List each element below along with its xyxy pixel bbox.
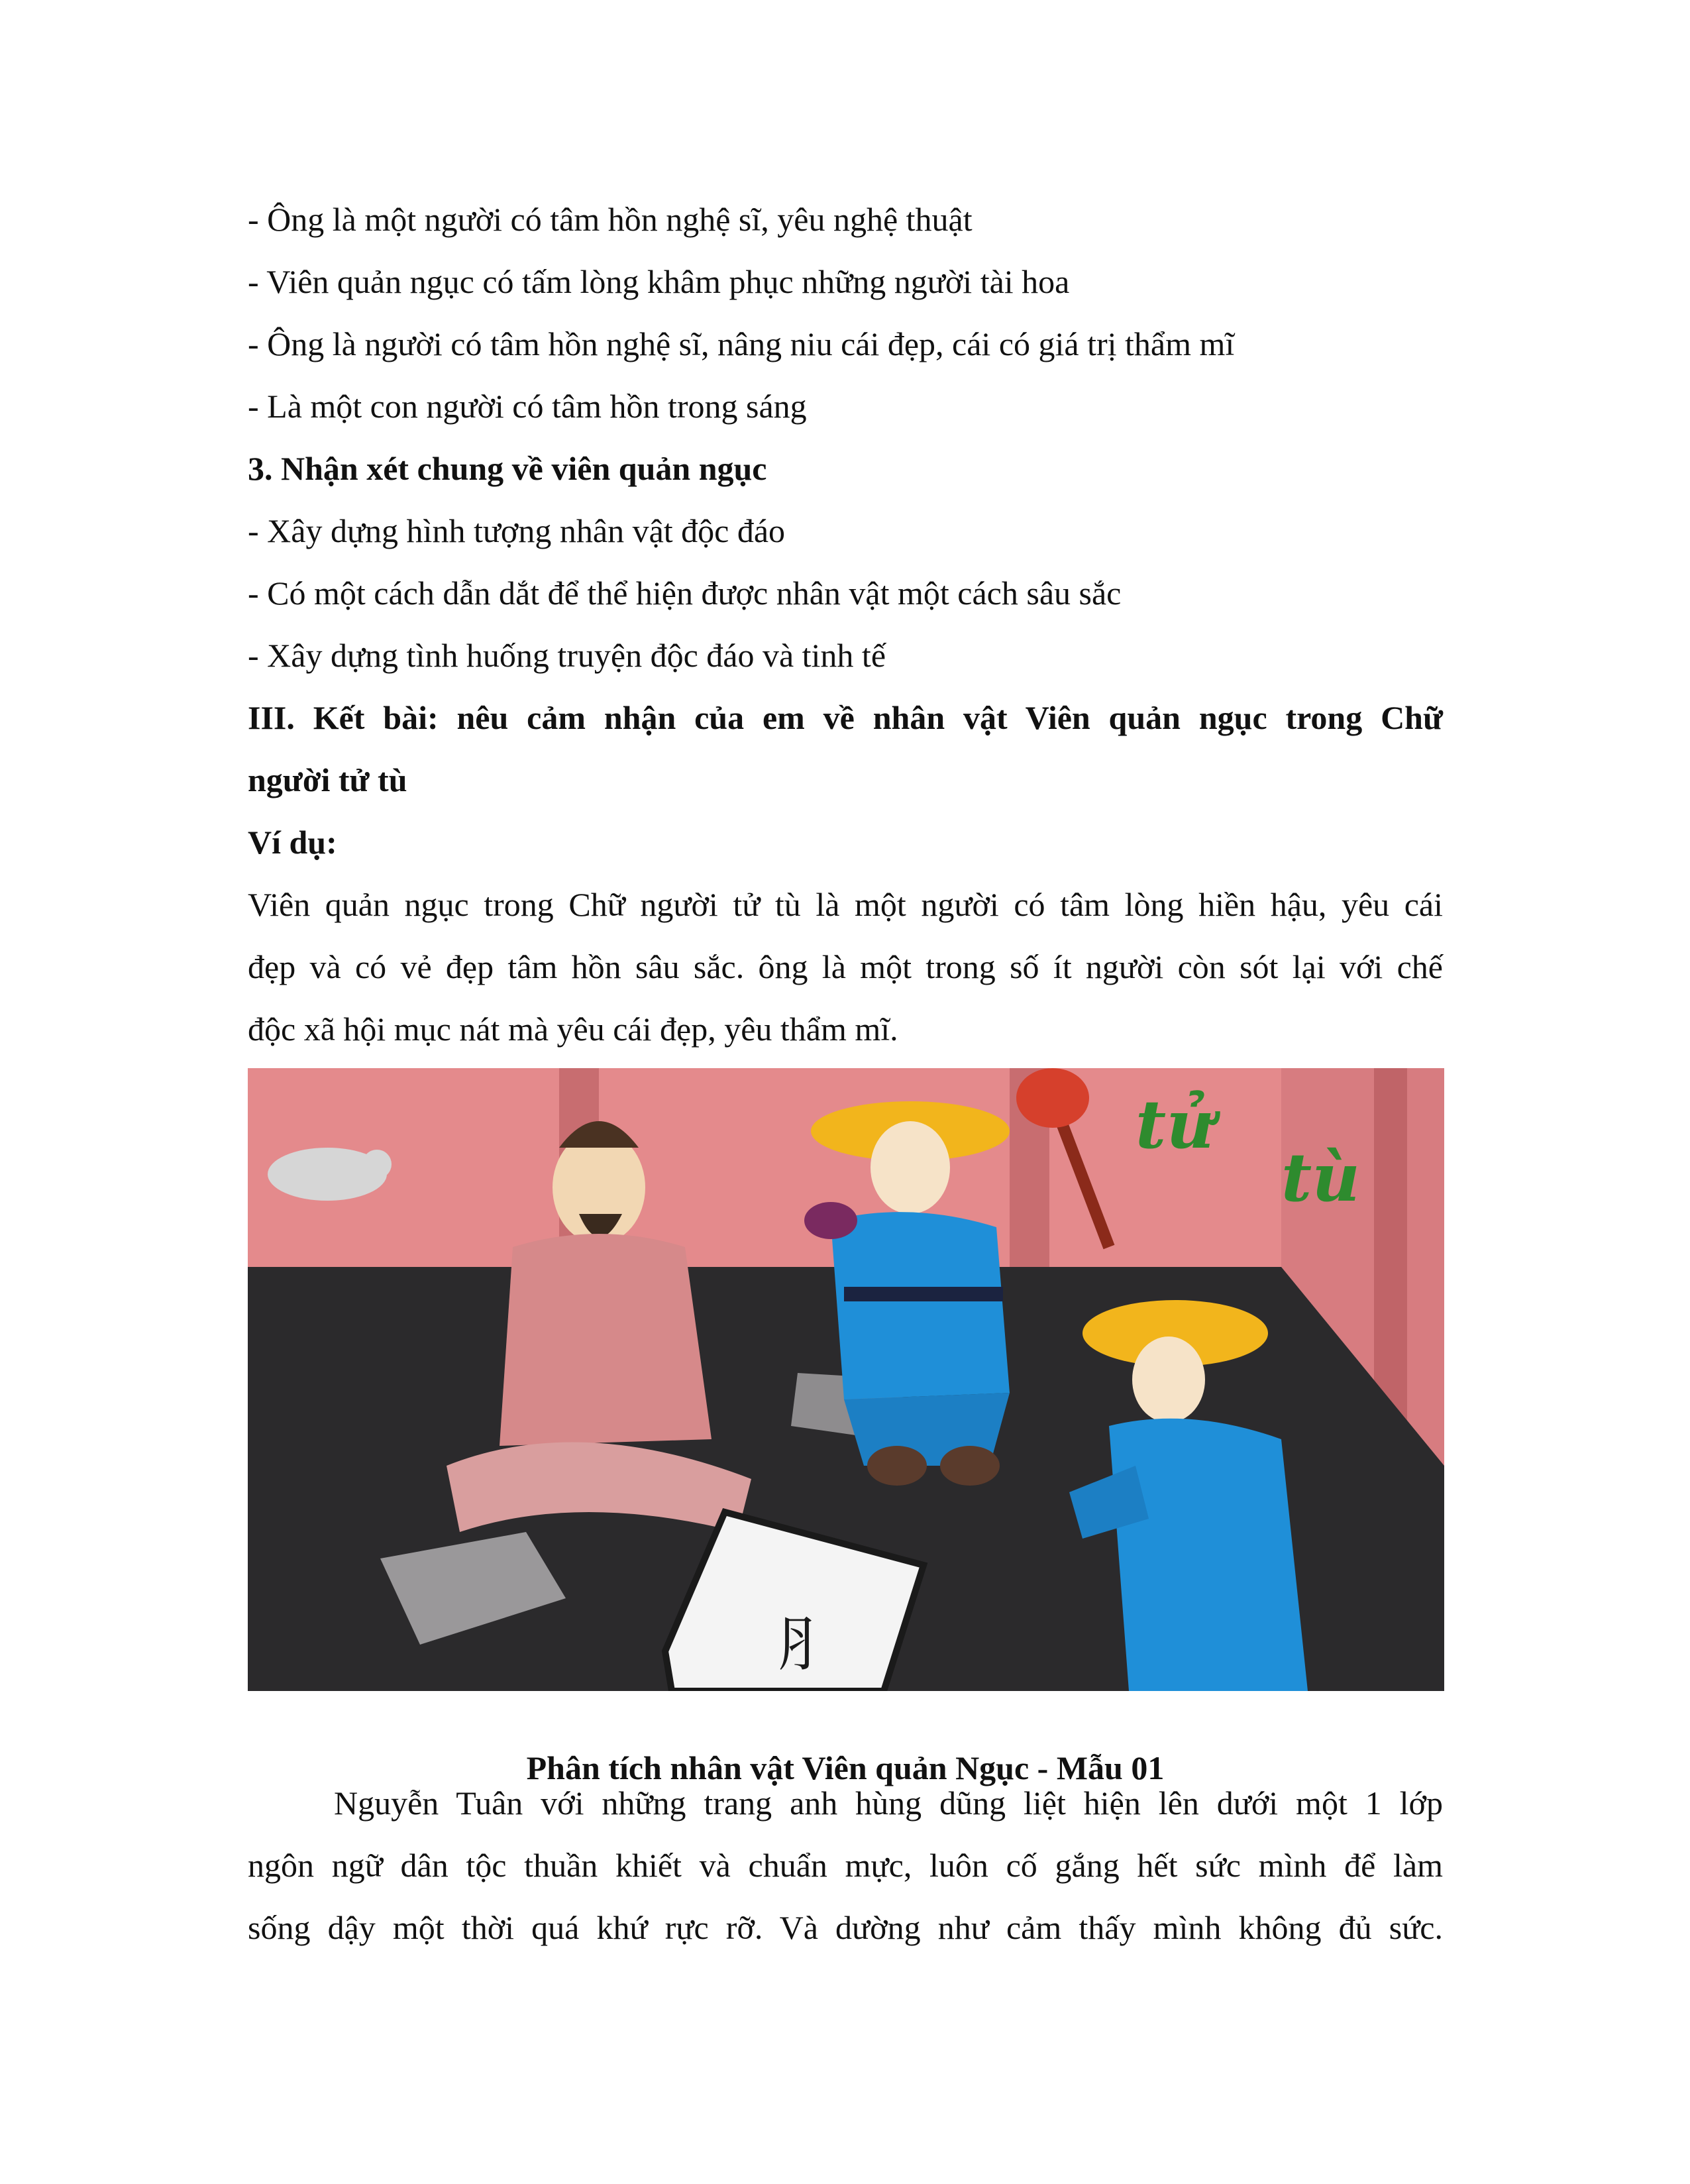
warden-face xyxy=(871,1121,950,1214)
prisoner-robe xyxy=(500,1234,712,1446)
list-item: - Có một cách dẫn dắt để thể hiện được nhân vật một cách sâu sắc xyxy=(248,574,1122,612)
example-label: Ví dụ: xyxy=(248,824,337,861)
rat-head xyxy=(362,1150,392,1179)
illustration xyxy=(248,1068,1444,1691)
section-heading: III. Kết bài: nêu cảm nhận của em về nhân vật Viên quản ngục trong Chữ xyxy=(248,699,1443,736)
list-item: - Ông là người có tâm hồn nghệ sĩ, nâng niu cái đẹp, cái có giá trị thẩm mĩ xyxy=(248,325,1235,362)
body-line: ngôn ngữ dân tộc thuần khiết và chuẩn mực, luôn cố gắng hết sức mình để làm xyxy=(248,1847,1443,1884)
calligraphy-mark: ⺼ xyxy=(778,1610,837,1679)
pillar xyxy=(1374,1068,1407,1439)
wall-word: tù xyxy=(1281,1138,1360,1217)
body-paragraph xyxy=(248,1772,1443,1959)
warden-robe xyxy=(831,1212,1010,1399)
scribe-face xyxy=(1132,1337,1205,1423)
example-line: Viên quản ngục trong Chữ người tử tù là một người có tâm lòng hiền hậu, yêu cái xyxy=(248,886,1443,923)
body-line: Nguyễn Tuân với những trang anh hùng dũng liệt hiện lên dưới một 1 lớp xyxy=(334,1784,1443,1822)
warden-boot xyxy=(867,1446,927,1486)
example-line: độc xã hội mục nát mà yêu cái đẹp, yêu thẩm mĩ. xyxy=(248,1010,898,1048)
example-line: đẹp và có vẻ đẹp tâm hồn sâu sắc. ông là một trong số ít người còn sót lại với chế xyxy=(248,948,1443,985)
figure-caption: Phân tích nhân vật Viên quản Ngục - Mẫu 01 xyxy=(526,1749,1165,1786)
warden-belt xyxy=(844,1287,1003,1301)
wine-cup xyxy=(804,1202,857,1239)
torch-flame xyxy=(1016,1068,1089,1128)
upper-text xyxy=(248,188,1443,1060)
body-line: sống dậy một thời quá khứ rực rỡ. Và dường như cảm thấy mình không đủ sức. xyxy=(248,1909,1443,1946)
scribe-robe xyxy=(1109,1419,1308,1691)
list-item: - Ông là một người có tâm hồn nghệ sĩ, yêu nghệ thuật xyxy=(248,201,973,238)
section-heading-continued: người tử tù xyxy=(248,761,407,798)
prison-drawing xyxy=(248,1068,1444,1691)
list-item: - Xây dựng tình huống truyện độc đáo và tinh tế xyxy=(248,637,886,674)
list-item: - Là một con người có tâm hồn trong sáng xyxy=(248,388,807,425)
list-item: - Xây dựng hình tượng nhân vật độc đáo xyxy=(248,512,786,549)
list-item: - Viên quản ngục có tấm lòng khâm phục những người tài hoa xyxy=(248,263,1070,300)
wall-word: tử xyxy=(1135,1085,1214,1164)
warden-boot xyxy=(940,1446,1000,1486)
section-heading: 3. Nhận xét chung về viên quản ngục xyxy=(248,450,767,487)
